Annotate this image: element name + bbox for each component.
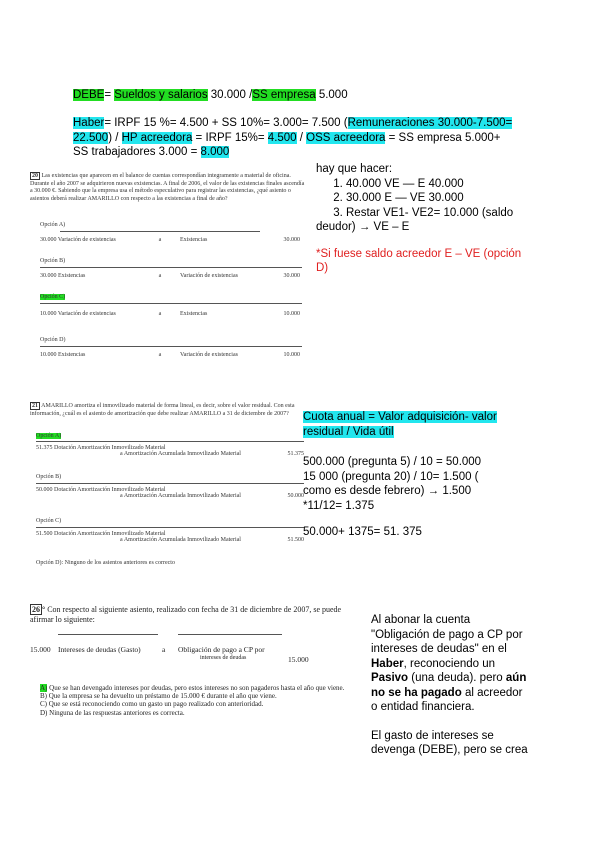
- bold-term: aún no se ha pagado: [371, 672, 527, 699]
- text: Que la empresa se ha devuelto un préstamo de 15.000 € durante el año que viene.: [48, 692, 277, 701]
- amount: 50.000: [287, 493, 304, 499]
- side-note-intereses: [371, 613, 531, 758]
- debit-account: 30.000 Existencias: [40, 273, 86, 279]
- divider: [60, 231, 260, 232]
- ss-empresa-label: SS empresa: [252, 89, 316, 101]
- text: al acreedor o entidad financiera.: [371, 686, 523, 713]
- q20-option-b-row: [40, 273, 302, 279]
- answer-key-correct: A): [40, 684, 48, 692]
- text: = SS empresa 5.000+ SS trabajadores 3.000 =: [73, 131, 501, 158]
- steps-list: [316, 177, 531, 221]
- text: Las existencias que aparecen en el balance de cuentas correspondían integramente a material de oficina. Durante el año 2007 se adquirieron nuevas existencias. A final de 2006, el valor de las existencias finales ascendía a 30.000 €. Sabiendo que la empresa usa el método especulativo para registrar las existencias, ¿qué asiento o asientos deberá realizar AMARILLO con respecto a las existencias a final de año?: [30, 173, 305, 202]
- q20-option-a-row: [40, 237, 302, 243]
- debe-label: DEBE: [73, 89, 105, 101]
- credit-account: a Amortización Acumulada Inmovilizado Material: [120, 537, 241, 543]
- q26-answers: [40, 684, 360, 717]
- text: Con respecto al siguiente asiento, realizado con fecha de 31 de diciembre de 2007, se puede afirmar lo siguiente:: [30, 605, 342, 624]
- divider: [40, 303, 302, 304]
- text: Al abonar la cuenta "Obligación de pago a CP por intereses de deudas" en el: [371, 614, 523, 655]
- amount: 30.000: [283, 273, 300, 279]
- sueldos-label: Sueldos y salarios: [114, 89, 208, 101]
- step-item: 3. Restar VE1- VE2= 10.000 (saldo: [346, 206, 531, 221]
- option-label: Opción C): [36, 518, 62, 524]
- step-item: 2. 30.000 E — VE 30.000: [346, 191, 531, 206]
- debe-line: [73, 88, 513, 103]
- debit-account: 10.000 Existencias: [40, 352, 86, 358]
- debit-account: 51.375 Dotación Amortización Inmovilizado Material: [36, 445, 166, 451]
- credit-account: intereses de deudas: [200, 655, 247, 661]
- amount: 15.000: [30, 645, 51, 654]
- q21-option-b: [36, 474, 304, 499]
- question-20-text: [30, 173, 305, 203]
- debit-account: 50.000 Dotación Amortización Inmovilizado Material: [36, 487, 166, 493]
- calculation-line: 15 000 (pregunta 20) / 10= 1.500 ( como es desde febrero) → 1.500 *11/12= 1.375: [303, 470, 479, 512]
- answer-key: B): [40, 692, 47, 701]
- question-21-block: [30, 403, 305, 418]
- q21-option-c: [36, 518, 304, 543]
- question-number: 21: [32, 403, 38, 409]
- credit-account: Variación de existencias: [180, 352, 238, 358]
- question-21-text: [30, 403, 305, 418]
- option-label-correct: Opción A): [36, 433, 62, 439]
- text: a: [158, 311, 162, 317]
- text: (una deuda). pero: [408, 672, 506, 684]
- divider: [40, 346, 302, 347]
- q20-option-d: [40, 337, 302, 347]
- divider: [36, 527, 304, 528]
- q20-option-a: [40, 222, 302, 232]
- option-label: Opción B): [40, 258, 66, 264]
- hp-acreedora-label: HP acreedora: [121, 131, 193, 144]
- calculation-total: 50.000+ 1375= 51. 375: [303, 526, 422, 538]
- credit-account: a Amortización Acumulada Inmovilizado Material: [120, 451, 241, 457]
- side-note-existencias: [316, 162, 531, 276]
- answer-b: [40, 692, 360, 700]
- text: 30.000 /: [207, 89, 253, 101]
- text: /: [296, 131, 307, 144]
- formula-label: Cuota anual = Valor adquisición- valor residual / Vida útil: [303, 411, 497, 438]
- answer-key: D): [40, 708, 48, 717]
- q20-option-c: [40, 294, 302, 304]
- debit-account: Intereses de deudas (Gasto): [58, 645, 141, 654]
- oss-acreedora-label: OSS acreedora: [306, 131, 386, 144]
- option-label-correct: Opción C): [40, 294, 66, 300]
- text: a: [158, 237, 162, 243]
- text: =: [104, 89, 115, 101]
- q21-option-d: Opción D): Ninguno de los asientos anteriores es correcto: [36, 560, 175, 566]
- q20-option-d-row: [40, 352, 302, 358]
- value-8000: 8.000: [200, 146, 230, 158]
- text: Que se está reconociendo como un gasto un pago realizado con anterioridad.: [48, 700, 264, 709]
- debit-account: 30.000 Variación de existencias: [40, 237, 116, 243]
- question-26-text: 26 ° Con respecto al siguiente asiento, realizado con fecha de 31 de diciembre de 2007, se puede afirmar lo siguiente:: [30, 605, 342, 624]
- text: 5.000: [315, 89, 348, 101]
- q21-option-a: [36, 433, 304, 457]
- explanation-paragraph: El gasto de intereses se devenga (DEBE), pero se crea: [371, 729, 528, 756]
- amount: 51.500: [287, 537, 304, 543]
- divider: [36, 483, 304, 484]
- amount: 30.000: [283, 237, 300, 243]
- option-label: Opción D): [40, 337, 66, 343]
- explanation-paragraph: [371, 613, 531, 715]
- remuneraciones-label: Remuneraciones 30.000-7.500= 22.500: [73, 117, 513, 144]
- question-20-block: [30, 173, 305, 203]
- credit-account: a Amortización Acumulada Inmovilizado Material: [120, 493, 241, 499]
- text: Que se han devengado intereses por deudas, pero estos intereses no son pagaderos hasta el año que viene.: [49, 684, 345, 692]
- debit-account: 51.500 Dotación Amortización Inmovilizado Material: [36, 531, 166, 537]
- q20-option-b: [40, 258, 302, 268]
- amount: 10.000: [283, 352, 300, 358]
- credit-account: Obligación de pago a CP por: [178, 645, 265, 654]
- text: a: [158, 352, 162, 358]
- credit-account: Variación de existencias: [180, 273, 238, 279]
- step-item: 1. 40.000 VE — E 40.000: [346, 177, 531, 192]
- text: a: [158, 273, 162, 279]
- text: a: [162, 645, 166, 654]
- credit-account: Existencias: [180, 237, 208, 243]
- credit-account: Existencias: [180, 311, 208, 317]
- amount: 51.375: [287, 451, 304, 457]
- answer-c: [40, 700, 360, 708]
- haber-label: Haber: [73, 117, 105, 129]
- calculation-line: 500.000 (pregunta 5) / 10 = 50.000: [303, 456, 482, 468]
- debit-account: 10.000 Variación de existencias: [40, 311, 116, 317]
- text: , reconociendo un: [403, 657, 496, 670]
- bold-term: Haber: [371, 657, 404, 670]
- question-number: 26: [32, 605, 40, 614]
- text: Ninguna de las respuestas anteriores es correcta.: [49, 708, 185, 717]
- amount: 15.000: [288, 655, 309, 664]
- divider: [178, 634, 282, 635]
- text: ) /: [108, 131, 122, 144]
- haber-paragraph: [73, 116, 513, 160]
- answer-d: [40, 709, 360, 717]
- question-26-block: [30, 605, 360, 625]
- red-note: *Si fuese saldo acreedor E – VE (opción D): [316, 247, 522, 274]
- divider: [58, 634, 158, 635]
- answer-key: C): [40, 700, 47, 709]
- text: = IRPF 15 %= 4.500 + SS 10%= 3.000= 7.500 (: [104, 117, 348, 129]
- amount: 10.000: [283, 311, 300, 317]
- divider: [40, 267, 302, 268]
- divider: [36, 441, 304, 442]
- bold-term: Pasivo: [371, 672, 409, 684]
- option-label: Opción A): [40, 222, 66, 228]
- text: hay que hacer:: [316, 163, 393, 175]
- q20-option-c-row: [40, 311, 302, 317]
- option-label: Opción B): [36, 474, 62, 480]
- side-note-amortizacion: [303, 410, 503, 540]
- text: deudor) → VE – E: [316, 221, 410, 233]
- text: = IRPF 15%=: [192, 131, 268, 144]
- answer-a: [40, 684, 360, 692]
- question-number: 20: [32, 173, 38, 179]
- value-4500: 4.500: [267, 131, 297, 144]
- text: AMARILLO amortiza el inmovilizado material de forma lineal, es decir, sobre el valor residual. Con esta información, ¿cuál es el asiento de amortización que debe realizar AMARILLO a 31 de diciembre de 2007?: [30, 403, 295, 417]
